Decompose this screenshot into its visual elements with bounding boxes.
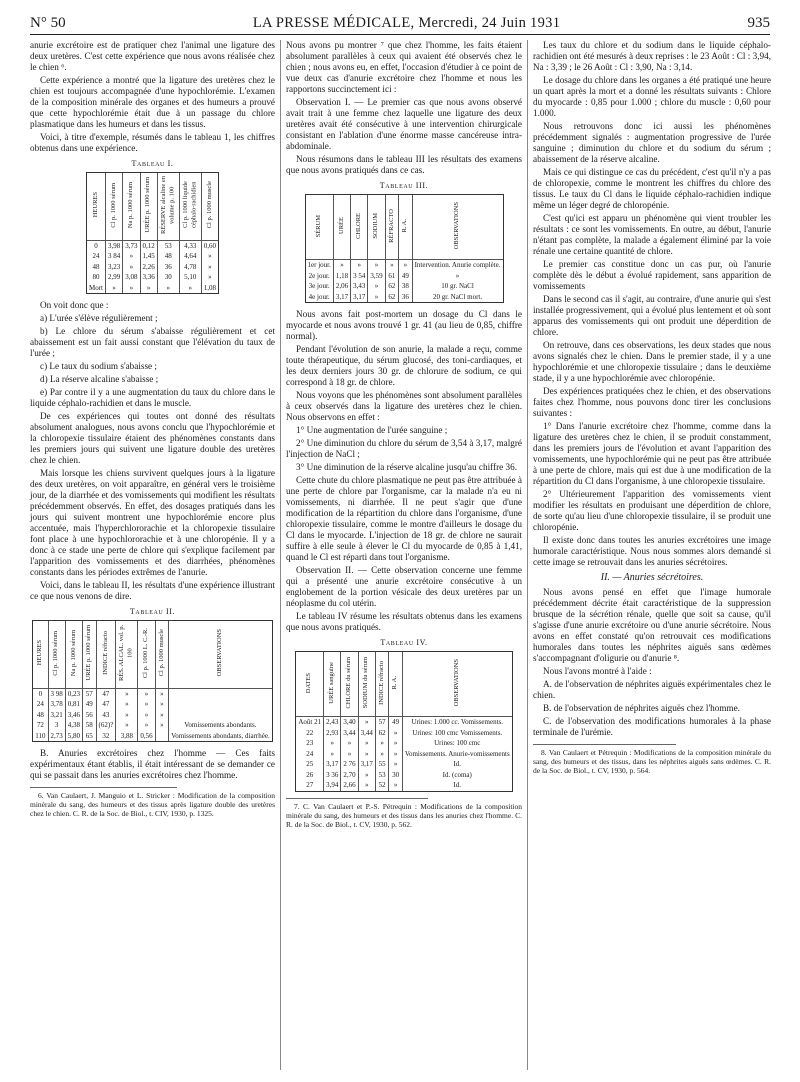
table-row [87,262,219,273]
table-cell: » [116,688,138,699]
table-row [33,710,272,721]
column-header: Na p. 1000 sérum [123,173,140,241]
table-header-row [305,195,503,260]
table-cell: 0,81 [65,699,82,710]
table-cell: 2,70 [341,770,358,781]
table-cell: Août 21 [296,717,324,728]
paragraph: Nous avons fait post-mortem un dosage du Cl dans le myocarde et nous avons trouvé 1 gr. 41 (au lieu de 0,85, chiffre normal). [286,309,522,341]
table-row [296,759,512,770]
table-cell: 4,78 [179,262,201,273]
column-header: URÉE p. 1000 sérum [83,621,97,689]
footnote: 6. Van Caulaert, J. Manguio et L. Stricker : Modification de la composition minérale du sang, des humeurs et des tissus après ligature double des uretères chez le chien. C. R. de la Soc. de Biol., t. CIV, 1930, p. 1325. [30,791,275,818]
table-cell: 62 [385,292,399,303]
list-item: 3° Une diminution de la réserve alcaline jusqu'au chiffre 36. [296,462,517,472]
table-cell: » [116,720,138,731]
table-cell: 20 gr. NaCl mort. [412,292,503,303]
table-cell: 5,80 [65,731,82,742]
table-cell: 47 [96,699,116,710]
section-heading: II. — Anuries sécrétoires. [600,572,704,583]
table-cell: » [201,272,218,283]
table-cell: 36 [157,262,179,273]
table-cell: 0 [33,688,48,699]
table-cell: » [341,738,358,749]
table-cell: 1er jour. [305,260,333,271]
footnote-rule [30,787,177,788]
table-cell: Urines: 100 cmc [402,738,512,749]
table-1 [86,172,219,294]
paragraph: Nous avons pu montrer ⁷ que chez l'homme, les faits étaient absolument parallèles à ceux qui avaient été observés chez le chien ; nous avons eu, en effet, l'occasion d'étudier à ce point de vue deux cas d'anurie excrétoire chez l'homme et nous les rapportons succinctement ici : [286,40,522,94]
table-row [87,283,219,294]
table-cell: 27 [296,780,324,791]
table-cell: » [123,251,140,262]
column-header: SÉRUM [305,195,333,260]
list-item: c) Le taux du sodium s'abaisse ; [40,361,157,371]
column-header: HEURES [87,173,106,241]
table-cell: 3 54 [351,271,368,282]
column-header: Cl p. 1000 sérum [48,621,65,689]
table-cell: » [375,738,389,749]
paragraph: De ces expériences qui toutes ont donné des résultats absolument analogues, nous avons conclu que l'hypochlorémie et la chloropexie tissulaire étaient des phénomènes constants dans les premiers jours qui suivent une ligature double des uretères chez le chien. [30,411,275,465]
footnote: 8. Van Caulaert et Pétrequin : Modifications de la composition minérale du sang, des humeurs et des tissus, dans les néphrites aiguës sans œdèmes. C. R. de la Soc. de Biol., t. CV, 1930, p. 564. [533,748,771,775]
table-cell: 3,46 [65,710,82,721]
table-cell: 61 [385,271,399,282]
table-cell: 58 [83,720,97,731]
table-cell: » [157,283,179,294]
table-row [305,281,503,292]
paragraph: Il existe donc dans toutes les anuries excrétoires une image humorale caractéristique. Nous nous sommes alors demandé si cette image se retrouvait dans les anuries sécrétoires. [533,535,771,567]
column-header: Cl p. 1000 sérum [106,173,123,241]
paragraph: Voici, à titre d'exemple, résumés dans le tableau 1, les chiffres obtenus dans une expérience. [30,132,275,153]
table-cell: 0,12 [140,240,157,251]
paragraph: Pendant l'évolution de son anurie, la malade a reçu, comme toute thérapeutique, du sérum glucosé, des toni-cardiaques, et les deux derniers jours 30 gr. de chlorure de sodium, ce qui correspond à 18 gr. de chlore. [286,344,522,387]
paragraph: Mais ce qui distingue ce cas du précédent, c'est qu'il n'y a pas de chloropexie, comme le montrent les chiffres du chlore des tissus. Le taux du Cl dans le liquide céphalo-rachidien indique même un léger degré de chloropénie. [533,167,771,210]
table-cell: 3,44 [341,728,358,739]
column-header: Cl p. 1000 muscle [201,173,218,241]
table-cell: 47 [96,688,116,699]
table-cell: 2,99 [106,272,123,283]
table-cell: » [368,281,385,292]
table-cell: 3,88 [116,731,138,742]
paragraph: Nous voyons que les phénomènes sont absolument parallèles à ceux observés dans la ligature des uretères chez le chien. Nous observons en effet : [286,390,522,422]
footnote-rule [286,798,428,799]
table-caption: Tableau II. [129,607,176,616]
table-cell: 4,64 [179,251,201,262]
table-cell: » [116,710,138,721]
table-cell: 3e jour. [305,281,333,292]
table-cell: Urines: 100 cmc Vomissements. [402,728,512,739]
paragraph: Cette expérience a montré que la ligature des uretères chez le chien est toujours accompagnée d'une hypochlorémie. L'examen de la composition minérale des organes et des humeurs a prouvé que cette hypochlorémie était due à un passage du chlore plasmatique dans les humeurs et dans les tissus. [30,75,275,129]
table-cell: 3,36 [140,272,157,283]
column-header: Na p. 1000 sérum [65,621,82,689]
table-row [33,720,272,731]
table-cell: 24 [33,699,48,710]
table-cell: 3,17 [333,292,350,303]
footnote-rule [533,744,676,745]
table-cell: 0,23 [65,688,82,699]
table-2 [32,620,272,742]
column-divider [527,40,528,1070]
list-item: B. de l'observation de néphrites aiguës chez l'homme. [543,703,740,713]
table-cell: 53 [375,770,389,781]
table-cell: 49 [389,717,403,728]
table-cell: 3,43 [351,281,368,292]
paragraph: Des expériences pratiquées chez le chien, et des observations faites chez l'homme, nous pouvons donc tirer les conclusions suivantes : [533,386,771,418]
paragraph: anurie excrétoire est de pratiquer chez l'animal une ligature des deux uretères. C'est cette expérience que nous avons réalisée chez le chien ⁶. [30,40,275,72]
column-header: RÉSERVE alcaline en volume p. 100 [157,173,179,241]
column-header: INDICE réfracto [96,621,116,689]
table-cell: 2e jour. [305,271,333,282]
table-row [33,688,272,699]
table-cell: » [389,759,403,770]
table-cell: 0 [87,240,106,251]
table-cell: » [155,688,169,699]
table-cell: 1,18 [333,271,350,282]
table-cell: 3,23 [106,262,123,273]
table-cell: Id. (coma) [402,770,512,781]
table-row [87,272,219,283]
table-cell: 24 [87,251,106,262]
table-cell: » [368,292,385,303]
table-cell: 32 [96,731,116,742]
table-cell: » [385,260,399,271]
table-cell: » [324,738,341,749]
table-cell: 65 [83,731,97,742]
table-cell [169,699,273,710]
table-cell: 1,45 [140,251,157,262]
paragraph: Les taux du chlore et du sodium dans le liquide céphalo-rachidien ont été mesurés à deux reprises : le 23 Août : Cl : 3,94, Na : 3,39 ; le 26 Août : Cl : 3,90, Na : 3,14. [533,40,771,72]
journal-title: LA PRESSE MÉDICALE, Mercredi, 24 Juin 1931 [252,15,561,31]
table-cell: 3,17 [358,759,375,770]
column-header: R. A. [399,195,413,260]
table-row [296,728,512,739]
table-cell: 3 98 [48,688,65,699]
table-cell: 53 [157,240,179,251]
table-row [33,731,272,742]
table-cell: 24 [296,749,324,760]
table-cell: » [138,720,155,731]
table-cell: 0,56 [138,731,155,742]
table-cell: » [389,749,403,760]
list-item: e) Par contre il y a une augmentation du taux du chlore dans le liquide céphalo-rachidien et dans le muscle. [30,387,275,408]
paragraph: Nous l'avons montré à l'aide : [543,666,652,676]
table-row [296,717,512,728]
table-cell: 2,43 [324,717,341,728]
table-caption: Tableau IV. [380,638,428,647]
table-cell: » [389,728,403,739]
table-cell: 30 [389,770,403,781]
table-cell: 2,06 [333,281,350,292]
table-cell: Urines: 1.000 cc. Vomissements. [402,717,512,728]
table-cell: 72 [33,720,48,731]
table-cell: » [358,770,375,781]
table-cell: 38 [399,281,413,292]
table-cell: 2,66 [341,780,358,791]
table-cell: » [106,283,123,294]
table-cell: 3,59 [368,271,385,282]
table-cell: » [123,262,140,273]
table-cell: 110 [33,731,48,742]
table-cell: 2,73 [48,731,65,742]
column-header: R. A. [389,652,403,717]
table-cell: » [412,271,503,282]
paragraph: 2° Ultérieurement l'apparition des vomissements vient modifier les résultats en produisant une déperdition de chlore, de sorte qu'au lieu d'une chloropexie tissulaire, il se produit une chloropénie. [533,489,771,532]
table-cell: » [324,749,341,760]
table-cell: 4,33 [179,240,201,251]
list-item: d) La réserve alcaline s'abaisse ; [40,374,159,384]
paragraph: Observation II. — Cette observation concerne une femme qui a présenté une anurie excrétoire consécutive à un englobement de la portion vésicale des deux uretères par un néoplasme du col utérin. [286,565,522,608]
table-cell: 3 [48,720,65,731]
table-cell: 57 [375,717,389,728]
table-cell: 55 [375,759,389,770]
table-cell: » [389,780,403,791]
table-caption: Tableau I. [131,159,174,168]
paragraph: Dans le second cas il s'agit, au contraire, d'une anurie qui s'est installée progressivement, qui a évolué plus lentement et où sont apparus des vomissements qui ont produit une déperdition de chlore. [533,294,771,337]
table-cell: 62 [385,281,399,292]
table-cell: Vomissements. Anurie-vomissements [402,749,512,760]
table-cell: » [138,699,155,710]
column-header: Cl p. 1000 muscle [155,621,169,689]
list-item: a) L'urée s'élève régulièrement ; [40,313,158,323]
paragraph: Observation I. — Le premier cas que nous avons observé avait trait à une femme chez laquelle une ligature des deux uretères avait été consécutive à une intervention chirurgicale consistant en l'ablation d'une énorme masse cancéreuse intra-abdominale. [286,97,522,151]
table-row [87,251,219,262]
table-cell: » [138,710,155,721]
table-header-row [296,652,512,717]
table-cell: 3 84 [106,251,123,262]
table-cell: 1,08 [201,283,218,294]
paragraph: Le tableau IV résume les résultats obtenus dans les examens que nous avons pratiqués. [286,611,522,632]
table-cell: 25 [296,759,324,770]
table-cell: 62 [375,728,389,739]
table-cell: 26 [296,770,324,781]
table-cell: » [123,283,140,294]
table-cell: Id. [402,780,512,791]
table-cell: 48 [33,710,48,721]
column-header: URÉE sanguine [324,652,341,717]
column-header: HEURES [33,621,48,689]
column-header: DATES [296,652,324,717]
table-cell: 2,26 [140,262,157,273]
table-cell: » [155,710,169,721]
table-cell: 49 [83,699,97,710]
paragraph: Nous résumons dans le tableau III les résultats des examens que nous avons pratiqués dans ce cas. [286,154,522,175]
table-cell: Vomissements abondants, diarrhée. [169,731,273,742]
column-header: OBSERVATIONS [169,621,273,689]
table-cell: » [358,749,375,760]
table-3 [305,194,504,303]
column-divider [280,40,281,1070]
paragraph: C'est qu'ici est apparu un phénomène qui vient troubler les résultats : ce sont les vomissements. En outre, au début, l'anurie n'étant pas complète, la malade a également éliminé par la voie rénale une certaine quantité de chlore. [533,213,771,256]
table-cell [169,688,273,699]
table-cell: » [138,688,155,699]
list-item: 2° Une diminution du chlore du sérum de 3,54 à 3,17, malgré l'injection de NaCl ; [286,438,522,459]
table-cell: » [351,260,368,271]
column-2 [286,40,522,829]
page-number: 935 [747,15,770,31]
paragraph: Nous retrouvons donc ici aussi les phénomènes précédemment signalés : augmentation progressive de l'urée sanguine ; diminution du chlore et du sodium du sérum ; abaissement de la réserve alcaline. [533,121,771,164]
table-row [296,738,512,749]
table-cell: 4,38 [65,720,82,731]
list-item: C. de l'observation des modifications humorales à la phase terminale de l'urémie. [533,716,771,737]
table-cell: » [389,738,403,749]
table-row [296,749,512,760]
table-cell: 30 [157,272,179,283]
column-header: URÉE p. 1000 sérum [140,173,157,241]
table-cell: 3 36 [324,770,341,781]
table-cell: » [140,283,157,294]
paragraph: Voici, dans le tableau II, les résultats d'une expérience illustrant ce que nous venons de dire. [30,580,275,601]
list-item: 1° Une augmentation de l'urée sanguine ; [296,425,448,435]
table-cell: 2,93 [324,728,341,739]
table-cell [169,710,273,721]
list-item: b) Le chlore du sérum s'abaisse régulièrement et cet abaissement est un fait aussi constant que l'élévation du taux de l'urée ; [30,326,275,358]
table-cell: Intervention. Anurie complète. [412,260,503,271]
table-cell: » [358,738,375,749]
paragraph: Nous avons pensé en effet que l'image humorale précédemment décrite était caractéristique de la suppression brusque de la sécrétion rénale, quelle que soit sa cause, qu'il s'agisse d'une anurie excrétoire ou d'une anurie sécrétoire. Nous avons en effet constaté qu'on retrouvait ces modifications humorales dans toutes les néphrites aiguës sans œdèmes s'accompagnant d'oligurie ou d'anurie ⁸. [533,587,771,663]
table-row [296,770,512,781]
table-cell: 49 [399,271,413,282]
list-item: A. de l'observation de néphrites aiguës expérimentales chez le chien. [533,679,771,700]
table-cell: » [368,260,385,271]
table-cell: » [358,717,375,728]
table-cell: 3,21 [48,710,65,721]
table-cell: 3,08 [123,272,140,283]
table-cell: 80 [87,272,106,283]
table-row [33,699,272,710]
table-cell: 5,10 [179,272,201,283]
table-cell: 2 76 [341,759,358,770]
table-4 [295,651,512,792]
table-cell: (62)? [96,720,116,731]
table-cell: » [201,251,218,262]
table-cell: 52 [375,780,389,791]
paragraph: On voit donc que : [40,300,109,310]
table-header-row [87,173,219,241]
table-cell: 22 [296,728,324,739]
column-header: Cl p. 1000 liquide céphalo-rachidien [179,173,201,241]
table-cell: 3,78 [48,699,65,710]
paragraph: Mais lorsque les chiens survivent quelques jours à la ligature des deux uretères, on voit apparaître, en général vers le troisième jour, de la diarrhée et des vomissements qui modifient les résultats précédemment observés. En effet, des dosages pratiqués dans les jours qui suivent montrent une hypochlorémie encore plus accentuée, mais l'hyperchlororachie et la chloropexie tissulaire font place à une hypochlororachie et à une chloropénie. Il y a donc à ce stade une perte de chlore qui s'explique facilement par l'apparition des vomissements et des diarrhées, phénomènes constants dans les périodes extrêmes de l'anurie. [30,468,275,577]
column-header: OBSERVATIONS [412,195,503,260]
paragraph: On retrouve, dans ces observations, les deux stades que nous avons signalés chez le chien. Dans le premier stade, il y a une hypochlorémie et une chloropexie tissulaire ; dans le deuxième stade, il y a une hypochlorémie avec chloropénie. [533,340,771,383]
column-header: Cl p. 1000 L. C.-R. [138,621,155,689]
table-cell: 3,44 [358,728,375,739]
paragraph: Cette chute du chlore plasmatique ne peut pas être attribuée à une perte de chlore par l'organisme, car la malade n'a eu ni vomissements, ni diarrhée. Il ne peut s'agir que d'une modification de la répartition du chlore dans l'organisme, d'une chloropexie tissulaire, comme le montre d'ailleurs le dosage du Cl dans le myocarde. L'injection de 18 gr. de chlore ne saurait suffire à elle seule à élever le Cl du myocarde de 0,85 à 1,41, quand le Cl est réparti dans tout l'organisme. [286,475,522,562]
column-header: OBSERVATIONS [402,652,512,717]
table-cell: » [375,749,389,760]
paragraph: Le dosage du chlore dans les organes a été pratiqué une heure un quart après la mort et a donné les résultats suivants : Chlore du myocarde : 0,85 pour 1.000 ; chlore du muscle : 0,60 pour 1.000. [533,75,771,118]
table-cell: 23 [296,738,324,749]
table-row [305,271,503,282]
table-cell: » [179,283,201,294]
table-cell: 3,98 [106,240,123,251]
table-row [296,780,512,791]
table-cell: » [155,720,169,731]
column-header: CHLORE du sérum [341,652,358,717]
table-cell: 3,94 [324,780,341,791]
column-header: SODIUM du sérum [358,652,375,717]
table-row [305,292,503,303]
table-cell: » [155,699,169,710]
table-cell: » [116,699,138,710]
paragraph: Le premier cas constitue donc un cas pur, où l'anurie complète dès le début a évolué rapidement, sans apparition de vomissements [533,259,771,291]
issue-number: N° 50 [30,15,66,31]
table-cell: 43 [96,710,116,721]
table-cell: » [358,780,375,791]
column-header: URÉE [333,195,350,260]
table-cell: » [399,260,413,271]
table-cell: Mort [87,283,106,294]
table-row [87,240,219,251]
table-cell: 4e jour. [305,292,333,303]
table-cell: 3,17 [351,292,368,303]
page-header [30,6,770,35]
table-cell: 36 [399,292,413,303]
column-header: RÉS. ALCAL. vol. p. 100 [116,621,138,689]
table-cell: 56 [83,710,97,721]
table-cell [155,731,169,742]
table-cell: 57 [83,688,97,699]
column-1 [30,40,275,818]
table-caption: Tableau III. [379,181,429,190]
column-header: RÉFRACTO [385,195,399,260]
column-header: CHLORE [351,195,368,260]
column-3 [533,40,771,775]
table-row [305,260,503,271]
table-cell: 48 [87,262,106,273]
table-cell: 10 gr. NaCl [412,281,503,292]
table-cell: » [341,749,358,760]
table-header-row [33,621,272,689]
paragraph: B. Anuries excrétoires chez l'homme — Ces faits expérimentaux étant établis, il était intéressant de se demander ce qui se passait dans les anuries excrétoires chez l'homme. [30,748,275,780]
table-cell: Vomissements abondants. [169,720,273,731]
table-cell: » [333,260,350,271]
table-cell: 3,73 [123,240,140,251]
footnote: 7. C. Van Caulaert et P.-S. Pétrequin : Modifications de la composition minérale du sang, des humeurs et des tissus dans les anuries chez l'homme. C. R. de la Soc. de Biol., t. CV, 1930, p. 562. [286,801,522,829]
table-cell: 3,40 [341,717,358,728]
column-header: SODIUM [368,195,385,260]
table-cell: 48 [157,251,179,262]
table-cell: Id. [402,759,512,770]
table-cell: 0,60 [201,240,218,251]
paragraph: 1° Dans l'anurie excrétoire chez l'homme, comme dans la ligature des uretères chez le chien, il se produit constamment, dans les premiers jours de l'évolution et avant l'apparition des vomissements, une hypochlorémie qui ne peut pas être attribuée à une perte de chlore, mais qui est due à une modification de la répartition du Cl dans l'organisme, à une chloropexie tissulaire. [533,421,771,486]
column-header: INDICE réfracto [375,652,389,717]
table-cell: 3,17 [324,759,341,770]
table-cell: » [201,262,218,273]
